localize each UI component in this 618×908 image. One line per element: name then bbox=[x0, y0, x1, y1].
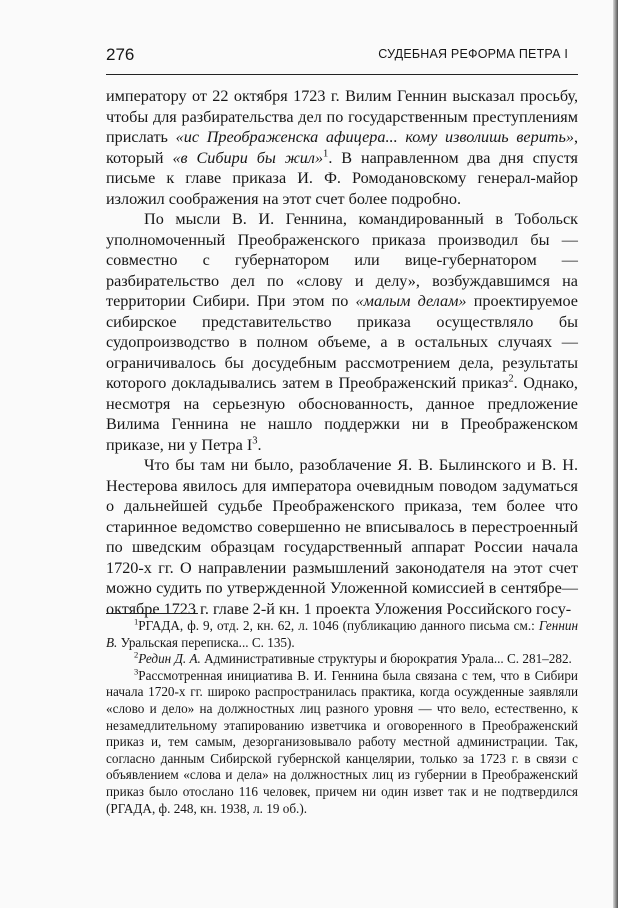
text-run: . В направленном два дня спустя письме к главе приказа И. Ф. Ромодановскому генерал-майор изложил соображения на этот счет более подробно. bbox=[106, 148, 579, 208]
author: Редин Д. А. bbox=[138, 651, 201, 667]
text-run: По мысли В. И. Геннина, командированный в Тобольск уполномоченный Преображенского приказа производил бы — совместно с губернатором или вице-губернатором — разбирательство дел по «слову и делу», возбуждавшимся на территории Сибири. При этом по bbox=[106, 210, 578, 310]
footnote-1 bbox=[106, 618, 578, 651]
main-text bbox=[106, 86, 578, 619]
running-title: СУДЕБНАЯ РЕФОРМА ПЕТРА I bbox=[378, 47, 568, 61]
footnote-ref: 1 bbox=[323, 148, 329, 160]
quote: «малым делам» bbox=[355, 292, 467, 310]
footnote-ref: 3 bbox=[252, 435, 258, 447]
text-run: проектируемое сибирское представительство приказа осуществляло бы судопроизводство в полном объеме, а в остальных случаях — ограничивалось бы досудебным рассмотрением дела, результаты которого докладывались затем в Преображенский приказ bbox=[106, 292, 578, 392]
text-run: Административные структуры и бюрократия Урала... С. 281–282. bbox=[200, 651, 572, 667]
text-run: . Однако, несмотря на серьезную обоснованность, данное предложение Вилима Геннина не нашло поддержки ни в Преображенском приказе, ни у Петра I bbox=[106, 374, 578, 454]
text-run: императору от 22 октября 1723 г. Вилим Геннин высказал просьбу, чтобы для разбирательства дел по государственным преступлениям прислать bbox=[106, 87, 578, 146]
quote: «в Сибири бы жил» bbox=[172, 148, 324, 167]
page-number: 276 bbox=[106, 45, 135, 64]
footnotes bbox=[106, 618, 578, 817]
footnote-number: 3 bbox=[134, 666, 139, 677]
text-run: , который bbox=[106, 128, 579, 167]
footnote-number: 1 bbox=[134, 616, 139, 627]
text-run: Рассмотренная инициатива В. И. Геннина была связана с тем, что в Сибири начала 1720-х гг. широко распространилась практика, когда осужденные заявляли «слово и дело» на должностных лиц разного уровня — что вело, естественно, к незамедлительному этапированию изветчика и оговоренного в Преображенский приказ и, тем самым, дезорганизовывало работу местной администрации. Так, согласно данным Сибирской губернской канцелярии, только за 1723 г. в связи с объявлением «слова и дела» на должностных лиц из губернии в Преображенский приказ было отослано 116 человек, причем ни один извет так и не подтвердился (РГАДА, ф. 248, кн. 1938, л. 19 об.). bbox=[106, 667, 578, 816]
page-edge-shadow bbox=[613, 0, 618, 908]
text-run: Уральская переписка... С. 135). bbox=[117, 634, 295, 650]
footnote-number: 2 bbox=[134, 649, 139, 660]
text-run: РГАДА, ф. 9, отд. 2, кн. 62, л. 1046 (публикацию данного письма см.: bbox=[138, 618, 539, 633]
header-rule bbox=[106, 74, 578, 75]
footnote-ref: 2 bbox=[508, 373, 514, 385]
footnote-2 bbox=[106, 651, 578, 668]
paragraph-3: Что бы там ни было, разоблачение Я. В. Былинского и В. Н. Нестерова явилось для императора очевидным поводом задуматься о дальнейшей судьбе Преображенского приказа, тем более что старинное ведомство совершенно не вписывалось в перестроенный по шведским образцам государственный аппарат России начала 1720-х гг. О направлении размышлений законодателя на этот счет можно судить по утвержденной Уложенной комиссией в сентябре—октябре 1723 г. главе 2-й кн. 1 проекта Уложения Российского госу- bbox=[106, 456, 578, 618]
footnote-3 bbox=[106, 668, 578, 817]
running-header bbox=[106, 45, 578, 69]
footnote-rule bbox=[106, 613, 198, 614]
text-run: . bbox=[257, 435, 262, 454]
paragraph-1 bbox=[106, 86, 578, 209]
paragraph-2 bbox=[106, 209, 578, 455]
quote: «ис Преображенска афицера... кому изволишь верить» bbox=[175, 128, 574, 146]
author: Геннин В. bbox=[106, 618, 578, 650]
